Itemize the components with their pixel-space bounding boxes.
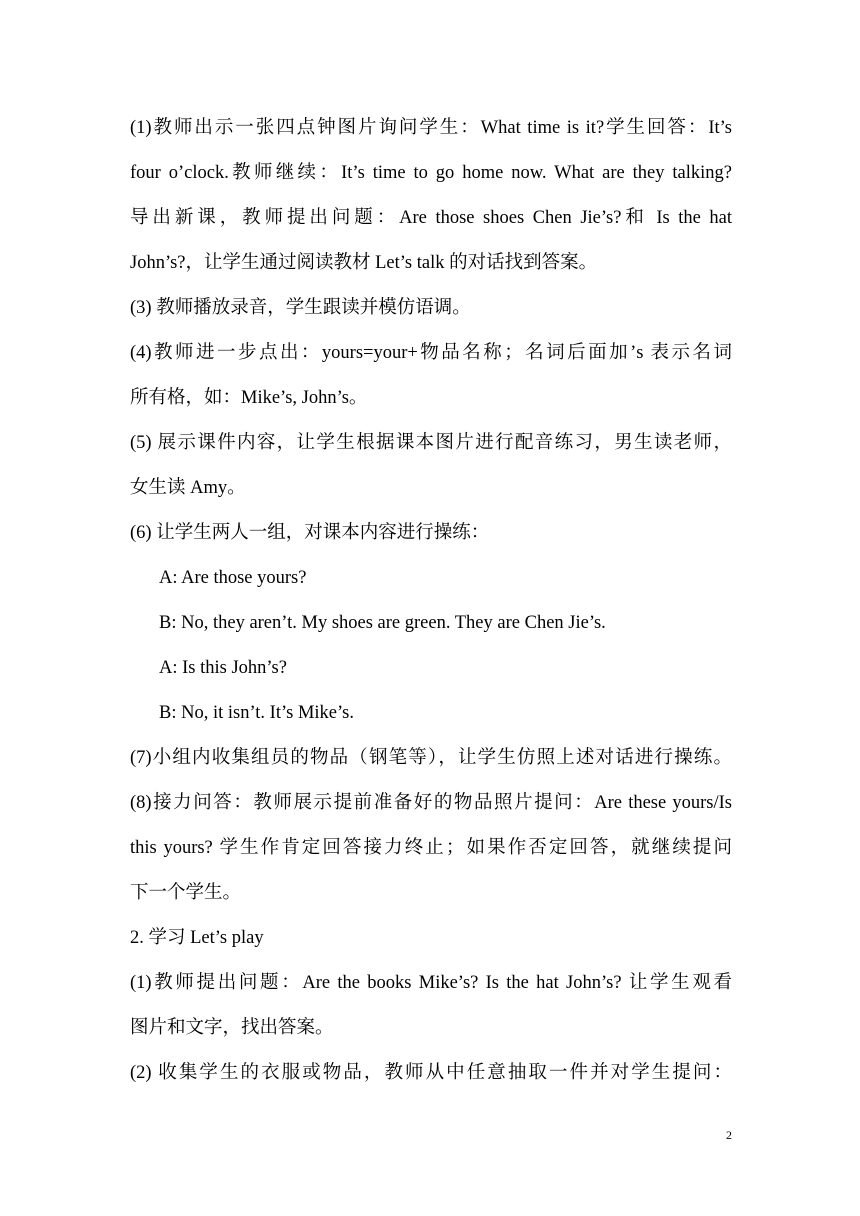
text-line: (5) 展示课件内容，让学生根据课本图片进行配音练习，男生读老师，: [130, 433, 732, 453]
text-line: (4)教师进一步点出：yours=your+物品名称；名词后面加’s 表示名词: [130, 343, 732, 363]
text-line: 图片和文字，找出答案。: [130, 1018, 334, 1038]
text-line: (2) 收集学生的衣服或物品，教师从中任意抽取一件并对学生提问：: [130, 1063, 732, 1083]
text-line: (1)教师出示一张四点钟图片询问学生：What time is it?学生回答：It’s: [130, 118, 732, 138]
section-heading: 2. 学习 Let’s play: [130, 928, 264, 948]
text-line: (7)小组内收集组员的物品（钢笔等），让学生仿照上述对话进行操练。: [130, 748, 732, 768]
dialogue-line: A: Is this John’s?: [159, 658, 287, 678]
text-line: 下一个学生。: [130, 883, 242, 903]
text-line: (3) 教师播放录音，学生跟读并模仿语调。: [130, 298, 471, 318]
text-line: John’s?，让学生通过阅读教材 Let’s talk 的对话找到答案。: [130, 253, 598, 273]
dialogue-line: B: No, they aren’t. My shoes are green. They are Chen Jie’s.: [159, 613, 606, 633]
text-line: 女生读 Amy。: [130, 478, 246, 498]
text-line: (8)接力问答：教师展示提前准备好的物品照片提问：Are these yours/Is: [130, 793, 732, 813]
text-line: (1)教师提出问题：Are the books Mike’s? Is the hat John’s? 让学生观看: [130, 973, 732, 993]
dialogue-line: B: No, it isn’t. It’s Mike’s.: [159, 703, 354, 723]
text-line: this yours? 学生作肯定回答接力终止；如果作否定回答，就继续提问: [130, 838, 732, 858]
page-number: 2: [726, 1128, 732, 1142]
text-line: 导出新课，教师提出问题：Are those shoes Chen Jie’s?和 Is the hat: [130, 208, 732, 228]
text-line: 所有格，如：Mike’s, John’s。: [130, 388, 368, 408]
text-line: (6) 让学生两人一组，对课本内容进行操练：: [130, 523, 490, 543]
dialogue-line: A: Are those yours?: [159, 568, 307, 588]
text-line: four o’clock.教师继续：It’s time to go home now. What are they talking?: [130, 163, 732, 183]
